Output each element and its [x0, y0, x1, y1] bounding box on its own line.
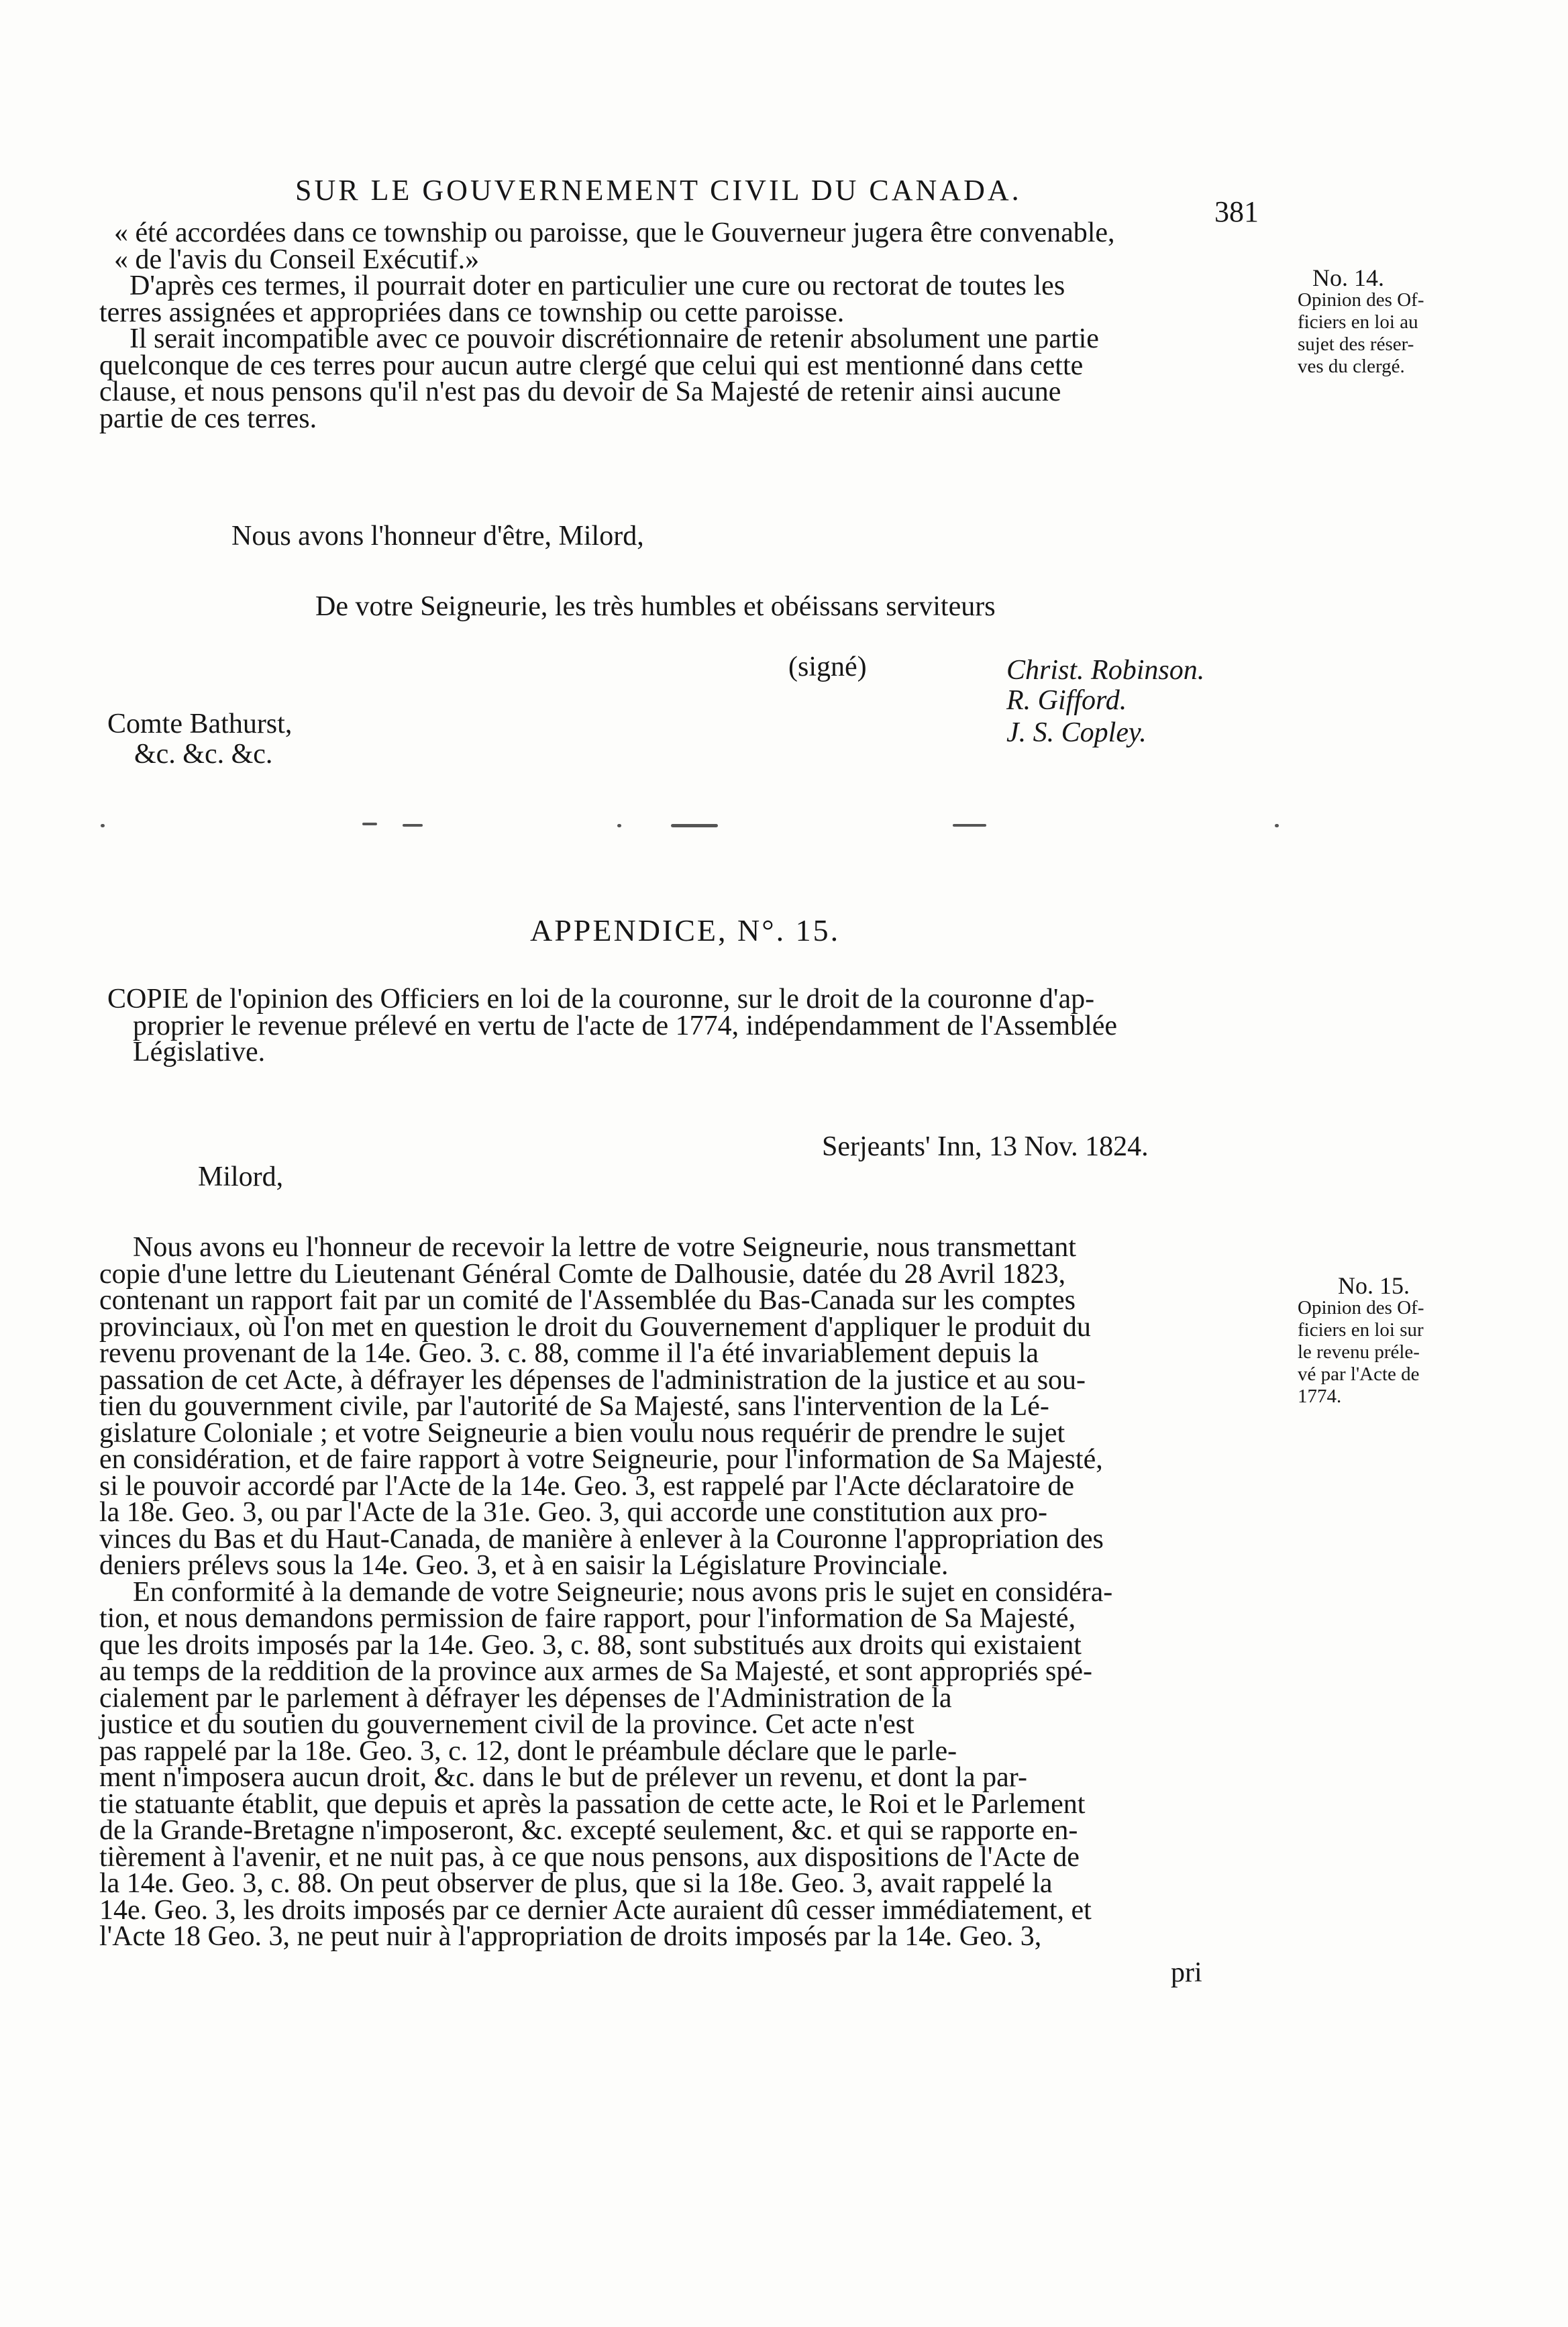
text-line: COPIE de l'opinion des Officiers en loi de la couronne, sur le droit de la couronne d'ap- — [107, 984, 1095, 1015]
text-line: la 14e. Geo. 3, c. 88. On peut observer de plus, que si la 18e. Geo. 3, avait rappelé la — [99, 1868, 1053, 1899]
separator-rule — [87, 820, 1295, 829]
place-date: Serjeants' Inn, 13 Nov. 1824. — [822, 1131, 1149, 1162]
margin-note-line: Opinion des Of- — [1298, 1297, 1424, 1318]
margin-note-number: No. 14. — [1312, 264, 1384, 291]
text-line: contenant un rapport fait par un comité de l'Assemblée du Bas-Canada sur les comptes — [99, 1285, 1076, 1316]
signatory-copley: J. S. Copley. — [1006, 717, 1147, 748]
text-line: la 18e. Geo. 3, ou par l'Acte de la 31e. Geo. 3, qui accorde une constitution aux pro- — [99, 1497, 1047, 1528]
margin-note-line: 1774. — [1298, 1386, 1342, 1407]
text-line: clause, et nous pensons qu'il n'est pas du devoir de Sa Majesté de retenir ainsi aucune — [99, 376, 1061, 407]
closing-servants: De votre Seigneurie, les très humbles et obéissans serviteurs — [315, 591, 996, 622]
text-line: deniers prélevs sous la 14e. Geo. 3, et à en saisir la Législature Provinciale. — [99, 1550, 949, 1581]
margin-note-line: vé par l'Acte de — [1298, 1363, 1420, 1385]
text-line: partie de ces terres. — [99, 403, 317, 434]
text-line: l'Acte 18 Geo. 3, ne peut nuir à l'appropriation de droits imposés par la 14e. Geo. 3, — [99, 1921, 1042, 1952]
text-line: Nous avons eu l'honneur de recevoir la lettre de votre Seigneurie, nous transmettant — [133, 1232, 1076, 1263]
text-line: provinciaux, où l'on met en question le droit du Gouvernement d'appliquer le produit du — [99, 1311, 1091, 1343]
text-line: cialement par le parlement à défrayer les dépenses de l'Administration de la — [99, 1682, 952, 1714]
margin-note-line: sujet des réser- — [1298, 333, 1414, 355]
text-line: 14e. Geo. 3, les droits imposés par ce dernier Acte auraient dû cesser immédiatement, et — [99, 1894, 1092, 1926]
signatory-robinson: Christ. Robinson. — [1006, 655, 1205, 686]
text-line: Législative. — [133, 1037, 266, 1068]
text-line: « de l'avis du Conseil Exécutif.» — [114, 244, 480, 275]
margin-note-15 — [1298, 1272, 1506, 1408]
text-line: tien du gouvernment civile, par l'autorité de Sa Majesté, sans l'intervention de la Lé- — [99, 1391, 1049, 1422]
addressee-etc: &c. &c. &c. — [134, 739, 273, 770]
text-line: En conformité à la demande de votre Seigneurie; nous avons pris le sujet en considéra- — [133, 1576, 1113, 1608]
margin-note-14 — [1298, 264, 1506, 378]
text-line: que les droits imposés par la 14e. Geo. 3, c. 88, sont substitués aux droits qui existaient — [99, 1629, 1082, 1661]
text-line: vinces du Bas et du Haut-Canada, de manière à enlever à la Couronne l'appropriation des — [99, 1523, 1104, 1555]
text-line: si le pouvoir accordé par l'Acte de la 14e. Geo. 3, est rappelé par l'Acte déclaratoire de — [99, 1470, 1074, 1502]
copie-heading — [99, 986, 1294, 1066]
text-line: en considération, et de faire rapport à votre Seigneurie, pour l'information de Sa Majesté, — [99, 1444, 1103, 1475]
text-line: Il serait incompatible avec ce pouvoir discrétionnaire de retenir absolument une partie — [129, 323, 1099, 354]
text-line: copie d'une lettre du Lieutenant Général Comte de Dalhousie, datée du 28 Avril 1823, — [99, 1258, 1066, 1290]
margin-note-number: No. 15. — [1338, 1272, 1410, 1299]
closing-salutation: Nous avons l'honneur d'être, Milord, — [231, 521, 644, 552]
margin-note-line: ficiers en loi sur — [1298, 1319, 1424, 1341]
text-line: tion, et nous demandons permission de faire rapport, pour l'information de Sa Majesté, — [99, 1603, 1076, 1634]
signatory-gifford: R. Gifford. — [1006, 685, 1127, 716]
text-line: proprier le revenue prélevé en vertu de l'acte de 1774, indépendamment de l'Assemblée — [133, 1010, 1118, 1041]
running-header: SUR LE GOUVERNEMENT CIVIL DU CANADA. — [295, 174, 1022, 207]
appendix-title: APPENDICE, N°. 15. — [530, 913, 841, 947]
text-line: au temps de la reddition de la province aux armes de Sa Majesté, et sont appropriés spé- — [99, 1656, 1093, 1687]
text-line: terres assignées et appropriées dans ce township ou cette paroisse. — [99, 297, 845, 328]
margin-note-line: Opinion des Of- — [1298, 289, 1424, 311]
text-line: passation de cet Acte, à défrayer les dépenses de l'administration de la justice et au sou- — [99, 1364, 1086, 1396]
text-line: D'après ces termes, il pourrait doter en particulier une cure ou rectorat de toutes les — [129, 270, 1065, 301]
signe-label: (signé) — [788, 652, 867, 682]
addressee-name: Comte Bathurst, — [107, 709, 293, 739]
letter-salutation: Milord, — [198, 1161, 284, 1192]
text-line: « été accordées dans ce township ou paroisse, que le Gouverneur jugera être convenable, — [114, 217, 1115, 248]
section-1-text — [99, 217, 1294, 434]
catchword: pri — [1171, 1957, 1202, 1988]
appendix-body — [99, 1232, 1294, 1952]
text-line: de la Grande-Bretagne n'imposeront, &c. excepté seulement, &c. et qui se rapporte en- — [99, 1815, 1078, 1846]
text-line: justice et du soutien du gouvernement civil de la province. Cet acte n'est — [99, 1709, 914, 1740]
text-line: quelconque de ces terres pour aucun autre clergé que celui qui est mentionné dans cette — [99, 350, 1084, 381]
margin-note-line: le revenu préle- — [1298, 1341, 1420, 1363]
margin-note-line: ves du clergé. — [1298, 356, 1405, 377]
margin-note-line: ficiers en loi au — [1298, 311, 1418, 333]
text-line: tièrement à l'avenir, et ne nuit pas, à ce que nous pensons, aux dispositions de l'Acte de — [99, 1841, 1080, 1873]
text-line: tie statuante établit, que depuis et après la passation de cette acte, le Roi et le Parlement — [99, 1788, 1086, 1820]
text-line: gislature Coloniale ; et votre Seigneurie a bien voulu nous requérir de prendre le sujet — [99, 1417, 1065, 1449]
text-line: ment n'imposera aucun droit, &c. dans le but de prélever un revenu, et dont la par- — [99, 1762, 1027, 1793]
text-line: revenu provenant de la 14e. Geo. 3. c. 88, comme il l'a été invariablement depuis la — [99, 1338, 1039, 1369]
page-number: 381 — [1214, 195, 1259, 228]
text-line: pas rappelé par la 18e. Geo. 3, c. 12, dont le préambule déclare que le parle- — [99, 1735, 957, 1767]
